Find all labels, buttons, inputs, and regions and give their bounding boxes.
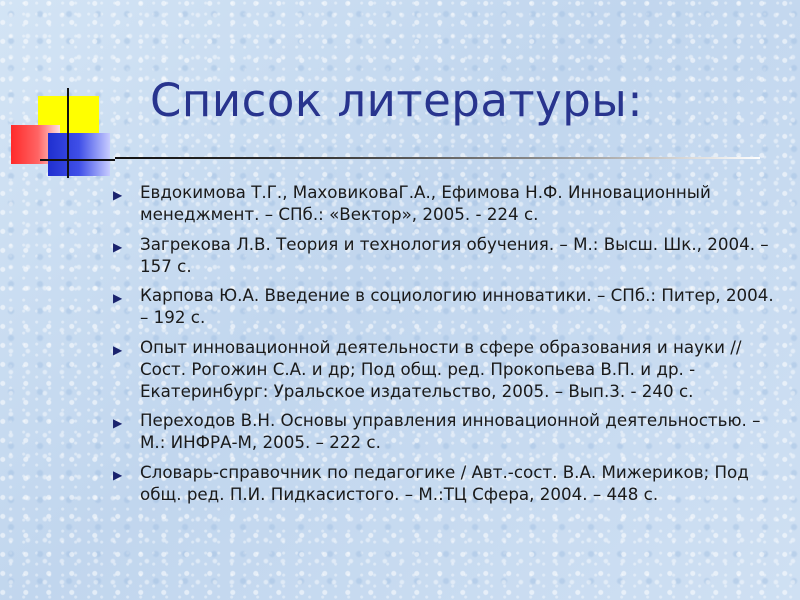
reference-text: Загрекова Л.В. Теория и технология обучения. – М.: Высш. Шк., 2004. – 157 с. <box>140 233 769 276</box>
reference-text: Словарь-справочник по педагогике / Авт.-сост. В.А. Мижериков; Под общ. ред. П.И. Пидкасистого. – М.:ТЦ Сфера, 2004. – 448 с. <box>140 461 749 504</box>
reference-text: Карпова Ю.А. Введение в социологию инноватики. – СПб.: Питер, 2004. – 192 с. <box>140 285 774 327</box>
bullet-icon: ▶ <box>113 416 123 430</box>
bullet-icon: ▶ <box>113 291 123 305</box>
reference-item <box>113 181 783 225</box>
bullet-icon: ▶ <box>113 467 123 482</box>
vertical-black-line <box>67 88 69 178</box>
reference-text: Опыт инновационной деятельности в сфере образования и науки // Сост. Рогожин С.А. и др; Под общ. ред. Прокопьева В.П. и др. - Екатеринбург: Уральское издательство, 2005. – Вып.3. - 240 с. <box>140 336 742 401</box>
reference-text: Переходов В.Н. Основы управления инновационной деятельностью. – М.: ИНФРА-М, 2005. – 222 с. <box>140 410 761 452</box>
slide-title: Список литературы: <box>150 74 643 127</box>
reference-item <box>113 409 783 453</box>
bullet-icon: ▶ <box>113 188 123 202</box>
horizontal-black-line <box>40 159 115 161</box>
bullet-icon: ▶ <box>113 239 123 254</box>
reference-item <box>113 284 783 328</box>
reference-item <box>113 233 783 277</box>
bullet-icon: ▶ <box>113 342 123 357</box>
reference-item <box>113 336 783 402</box>
reference-item <box>113 461 783 505</box>
reference-text: Евдокимова Т.Г., МаховиковаГ.А., Ефимова Н.Ф. Инновационный менеджмент. – СПб.: «Вектор», 2005. - 224 с. <box>140 182 711 224</box>
references-list <box>113 181 783 512</box>
decorative-blocks-logo <box>0 0 120 190</box>
title-divider-line <box>115 157 760 159</box>
blue-square <box>48 133 110 176</box>
